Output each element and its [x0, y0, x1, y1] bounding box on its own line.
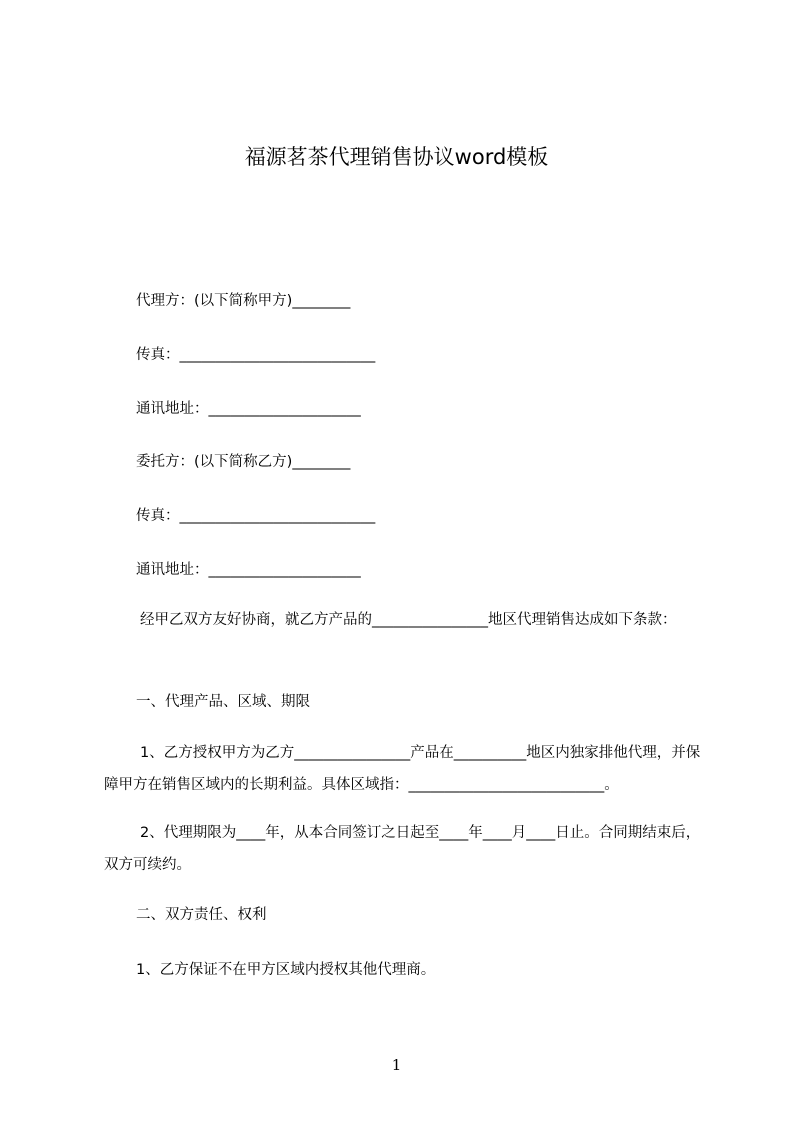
principal-fax-line: 传真：___________________________ [136, 508, 376, 524]
section1-item1-paragraph: 1、乙方授权甲方为乙方________________产品在__________地区内独家排他代理，并保障甲方在销售区域内的长期利益。具体区域指：___________________________。 [104, 745, 701, 793]
principal-line: 委托方：(以下简称乙方)________ [136, 454, 351, 470]
agent-address-line: 通讯地址：_____________________ [136, 401, 361, 417]
agent-line: 代理方：(以下简称甲方)________ [136, 293, 351, 309]
section1-item2-paragraph: 2、代理期限为____年，从本合同签订之日起至____年____月____日止。合同期结束后，双方可续约。 [104, 825, 701, 873]
section1-heading: 一、代理产品、区域、期限 [136, 694, 310, 710]
agent-fax-line: 传真：___________________________ [136, 347, 376, 363]
document-title: 福源茗茶代理销售协议word模板 [244, 145, 549, 169]
section2-heading: 二、双方责任、权利 [136, 907, 267, 923]
section2-item1-line: 1、乙方保证不在甲方区域内授权其他代理商。 [136, 962, 436, 978]
principal-address-line: 通讯地址：_____________________ [136, 562, 361, 578]
intro-paragraph: 经甲乙双方友好协商，就乙方产品的________________地区代理销售达成如下条款： [140, 612, 677, 628]
page-number: 1 [391, 1056, 402, 1074]
